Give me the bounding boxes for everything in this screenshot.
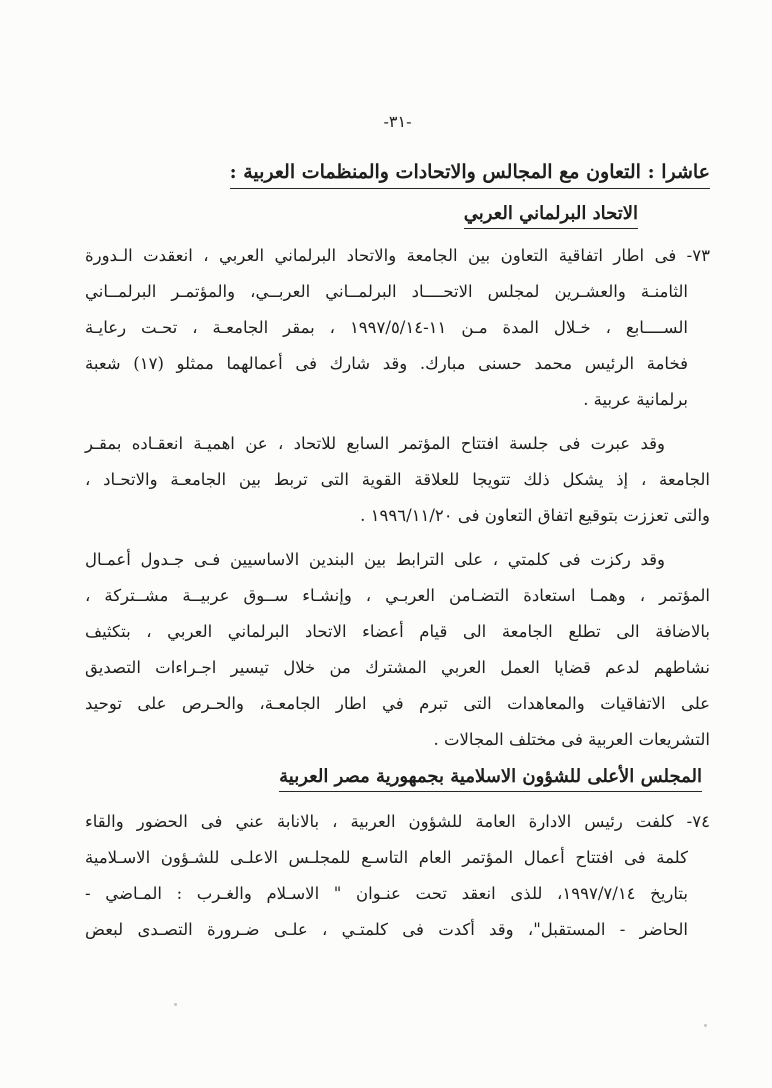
subheading-arab-parliamentary-union	[85, 198, 710, 230]
text-line: الجامعة ، إذ يشكل ذلك تتويجا للعلاقة القوية التى تربط بين الجامعـة والاتحـاد ،	[85, 470, 710, 489]
text-line: ٧٣- فى اطار اتفاقية التعاون بين الجامعة والاتحاد البرلماني العربي ، انعقدت الـدورة	[85, 246, 710, 265]
text-line: ٧٤- كلفت رئيس الادارة العامة للشؤون العربية ، بالانابة عني فى الحضور والقاء	[85, 812, 710, 831]
text-line: فخامة الرئيس محمد حسنى مبارك. وقد شارك فى أعمالهما ممثلو (١٧) شعبة	[85, 354, 688, 373]
text-line: المؤتمر ، وهمـا استعادة التضـامن العربـي ، وإنشـاء ســوق عربيــة مشــتركة ،	[85, 586, 710, 605]
section-heading-text: عاشرا : التعاون مع المجالس والاتحادات والمنظمات العربية :	[230, 161, 710, 189]
scan-speck	[704, 1024, 707, 1027]
text-line: على الاتفاقيات والمعاهدات التى تبرم في اطار الجامعـة، والحـرص على توحيد	[85, 694, 710, 713]
text-line: وقد عبرت فى جلسة افتتاح المؤتمر السابع للاتحاد ، عن اهميـة انعقـاده بمقـر	[85, 434, 665, 453]
text-line: الســــابع ، خـلال المدة مـن ١١-١٩٩٧/٥/١٤ ، بمقر الجامعـة ، تحـت رعايـة	[85, 318, 688, 337]
paragraph-session-opening	[85, 426, 710, 534]
text-line: نشاطهم لدعم قضايا العمل العربي المشترك من خلال تيسير اجـراءات التصديق	[85, 658, 710, 677]
paragraph-item-74	[85, 804, 710, 948]
subheading-supreme-council-islamic-affairs	[85, 758, 710, 796]
page-content	[85, 112, 710, 948]
text-line: الثامنـة والعشـرين لمجلس الاتحــــاد البرلمــاني العربــي، والمؤتمـر البرلمــاني	[85, 282, 688, 301]
subheading-text: الاتحاد البرلماني العربي	[464, 203, 638, 229]
text-line: بتاريخ ١٩٩٧/٧/١٤، للذى انعقد تحت عنـوان " الاسـلام والغـرب : المـاضي -	[85, 884, 688, 903]
paragraph-item-73	[85, 238, 710, 418]
text-line: التشريعات العربية فى مختلف المجالات .	[433, 730, 710, 749]
text-line: وقد ركزت فى كلمتي ، على الترابط بين البندين الاساسيين فـى جـدول أعمـال	[85, 550, 665, 569]
paragraph-speech-focus	[85, 542, 710, 758]
page-number: -٣١-	[383, 112, 412, 131]
text-line: بالاضافة الى تطلع الجامعة الى قيام أعضاء الاتحاد البرلماني العربي ، بتكثيف	[85, 622, 710, 641]
scan-speck	[174, 1003, 177, 1006]
text-line: برلمانية عربية .	[583, 390, 688, 409]
text-line: كلمة فى افتتاح أعمال المؤتمر العام التاسـع للمجلـس الاعلـى للشـؤون الاسـلامية	[85, 848, 688, 867]
text-line: الحاضر - المستقبل"، وقد أكدت فى كلمتـي ، علـى ضـرورة التصـدى لبعض	[85, 920, 688, 939]
subheading-text: المجلس الأعلى للشؤون الاسلامية بجمهورية مصر العربية	[279, 766, 702, 792]
text-line: والتى تعززت بتوقيع اتفاق التعاون فى ١٩٩٦/١١/٢٠ .	[360, 506, 710, 525]
section-heading-tenth	[85, 156, 710, 188]
